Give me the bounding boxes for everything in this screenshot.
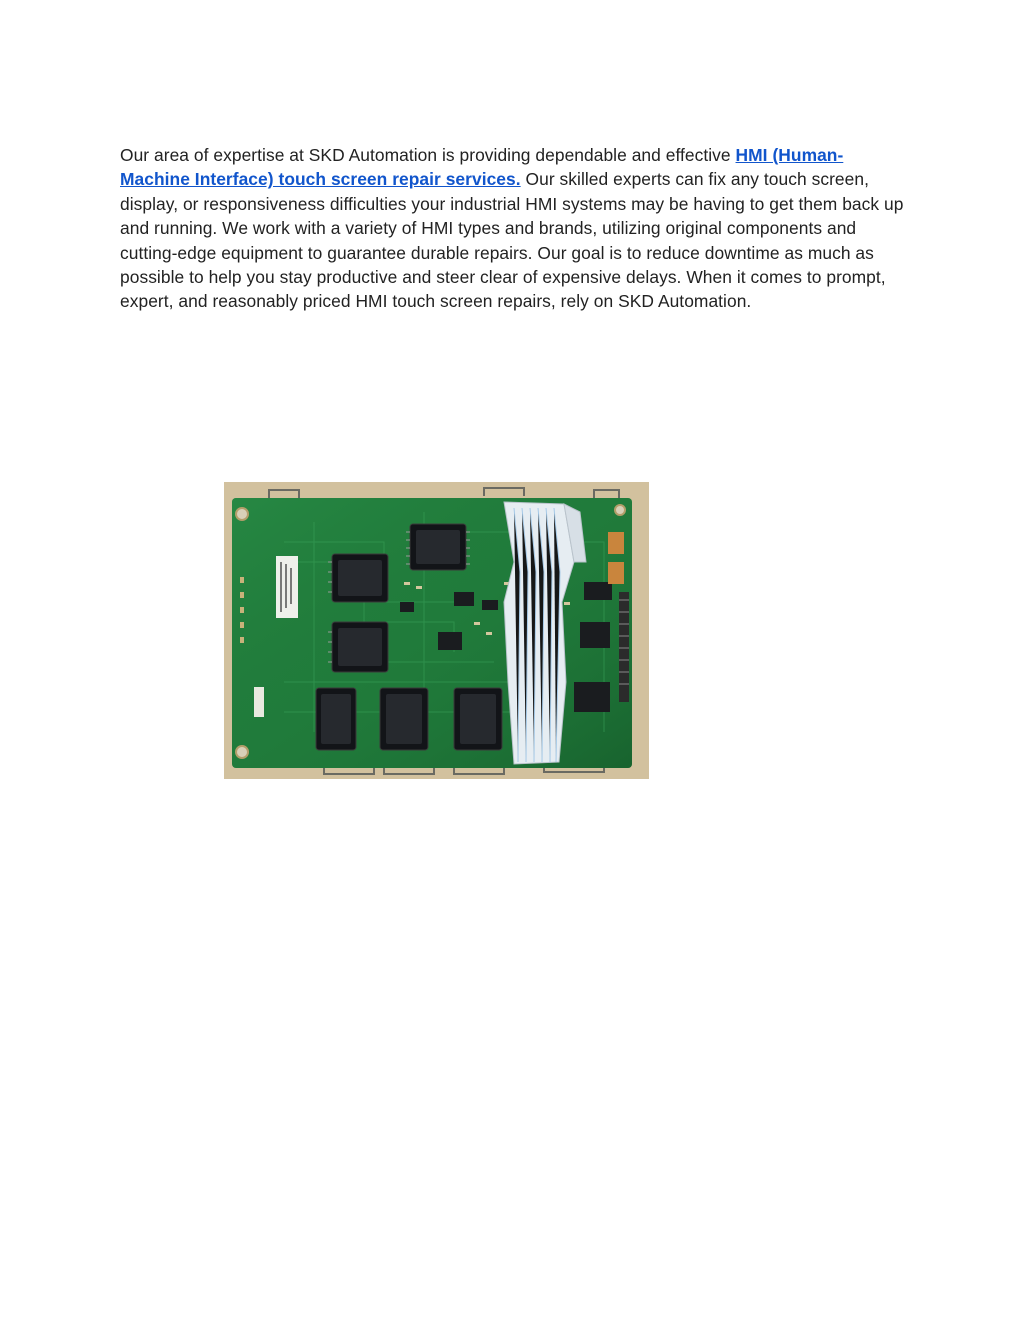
paragraph-rest: Our skilled experts can fix any touch screen, display, or responsiveness difficulties your industrial HMI systems may be having to get them back up and running. We work with a variety of HMI types and brands, utilizing original components and cutting-edge equipment to guarantee durable repairs. Our goal is to reduce downtime as much as possible to help you stay productive and steer clear of expensive delays. When it comes to prompt, expert, and reasonably priced HMI touch screen repairs, rely on SKD Automation.: [120, 169, 904, 312]
circuit-board-photo: [224, 482, 649, 779]
hmi-repair-services-link[interactable]: HMI (Human-Machine Interface) touch screen repair services.: [120, 145, 844, 190]
body-paragraph: [120, 143, 905, 314]
paragraph-intro: Our area of expertise at SKD Automation is providing dependable and effective: [120, 145, 736, 165]
